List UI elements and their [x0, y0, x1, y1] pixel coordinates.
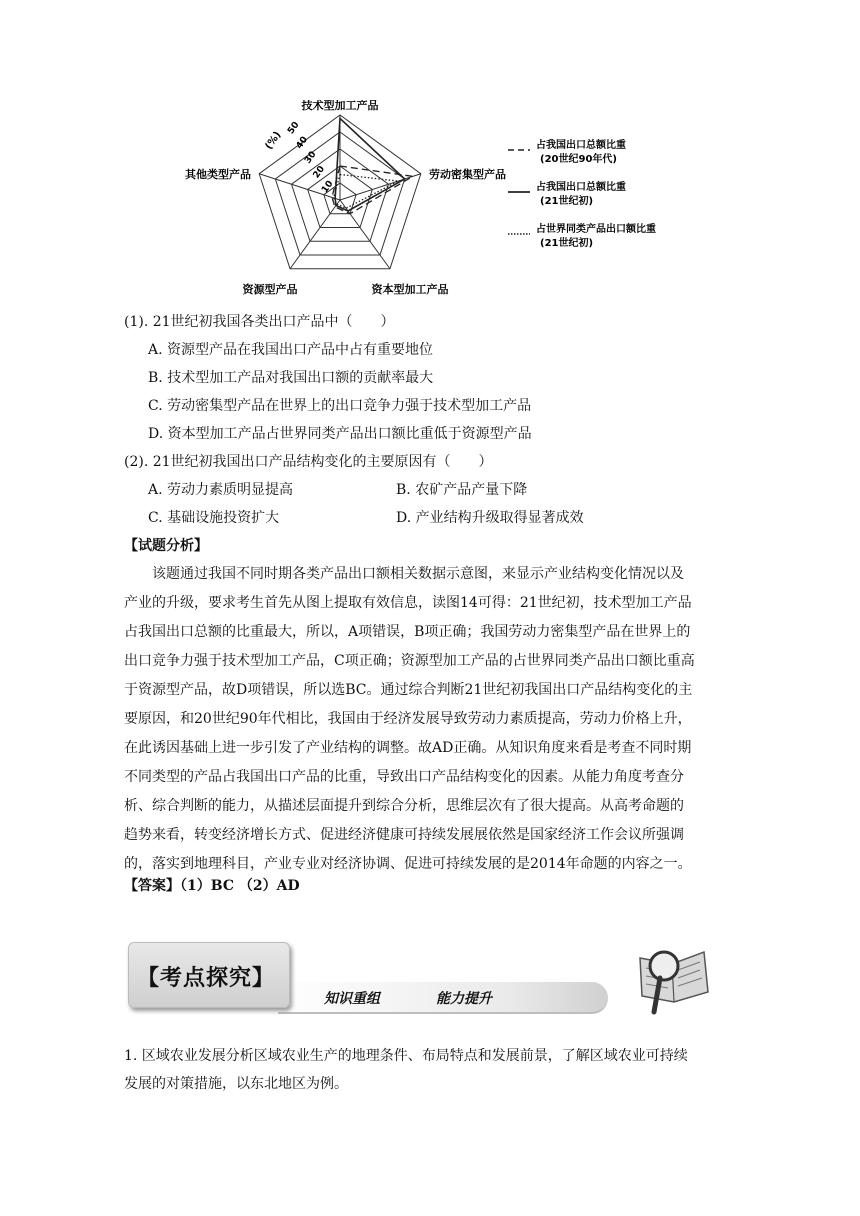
analysis-line: 出口竞争力强于技术型加工产品，C项正确；资源型加工产品的占世界同类产品出口额比重高	[124, 653, 695, 669]
analysis-line: 于资源型产品，故D项错误，所以选BC。通过综合判断21世纪初我国出口产品结构变化的主	[124, 682, 693, 698]
legend-sublabel: (21世纪初)	[540, 238, 594, 249]
radar-axis-label: 技术型加工产品	[301, 100, 379, 112]
radar-tick-label: 10	[320, 179, 336, 196]
q2-option-a: A. 劳动力素质明显提高	[148, 482, 294, 498]
legend-label: 占世界同类产品出口额比重	[536, 224, 656, 235]
q2-option-c: C. 基础设施投资扩大	[148, 510, 280, 526]
legend-label: 占我国出口总额比重	[536, 182, 626, 193]
analysis-line: 析、综合判断的能力，从描述层面提升到综合分析，思维层次有了很大提高。从高考命题的	[124, 798, 684, 814]
answer-line: 【答案】（1）BC （2）AD	[124, 878, 300, 894]
banner-title-box	[128, 942, 290, 1008]
radar-axis-label: 劳动密集型产品	[429, 168, 506, 181]
radar-tick-label: 50	[286, 120, 302, 137]
q1-option-a: A. 资源型产品在我国出口产品中占有重要地位	[148, 342, 434, 358]
analysis-line: 不同类型的产品占我国出口产品的比重，导致出口产品结构变化的因素。从能力角度考查分	[124, 769, 684, 785]
analysis-heading: 【试题分析】	[124, 538, 208, 554]
banner-subtitle-knowledge: 知识重组	[324, 991, 380, 1007]
q2-option-d: D. 产业结构升级取得显著成效	[396, 510, 584, 526]
radar-tick-label: 30	[303, 149, 319, 166]
radar-tick-label: 40	[294, 134, 311, 151]
radar-tick-label: 20	[311, 164, 328, 181]
radar-axis-label: 资源型产品	[242, 283, 298, 296]
analysis-line: 的，落实到地理科目，产业专业对经济协调、促进可持续发展的是2014年命题的内容之一。	[124, 856, 692, 872]
analysis-line: 占我国出口总额的比重最大，所以，A项错误，B项正确；我国劳动力密集型产品在世界上的	[124, 624, 691, 640]
radar-chart	[120, 100, 720, 300]
item-1-line-2: 发展的对策措施，以东北地区为例。	[124, 1076, 348, 1092]
q1-option-c: C. 劳动密集型产品在世界上的出口竞争力强于技术型加工产品	[148, 398, 532, 414]
chart-legend	[508, 138, 656, 249]
question-2-stem: (2). 21世纪初我国出口产品结构变化的主要原因有（ ）	[124, 454, 493, 470]
analysis-line: 趋势来看，转变经济增长方式、促进经济健康可持续发展展依然是国家经济工作会议所强调	[124, 827, 684, 843]
book-magnifier-icon	[634, 938, 718, 1018]
q1-option-b: B. 技术型加工产品对我国出口额的贡献率最大	[148, 370, 434, 386]
radar-grid	[259, 115, 421, 269]
analysis-line: 在此诱因基础上进一步引发了产业结构的调整。故AD正确。从知识角度来看是考查不同时期	[124, 740, 692, 756]
legend-sublabel: (20世纪90年代)	[540, 154, 617, 165]
legend-sublabel: (21世纪初)	[540, 196, 594, 207]
radar-axis-spoke	[290, 200, 340, 269]
radar-unit-label: (%)	[263, 129, 284, 152]
analysis-line: 该题通过我国不同时期各类产品出口额相关数据示意图，来显示产业结构变化情况以及	[152, 566, 684, 582]
q1-option-d: D. 资本型加工产品占世界同类产品出口额比重低于资源型产品	[148, 426, 532, 442]
question-1-stem: (1). 21世纪初我国各类出口产品中（ ）	[124, 314, 395, 330]
analysis-line: 产业的升级，要求考生首先从图上提取有效信息，读图14可得：21世纪初，技术型加工产品	[124, 595, 692, 611]
radar-axis-label: 资本型加工产品	[371, 283, 449, 296]
legend-label: 占我国出口总额比重	[536, 140, 626, 151]
item-1-line-1: 1. 区域农业发展分析区域农业生产的地理条件、布局特点和发展前景，了解区域农业可持续	[124, 1048, 688, 1064]
q2-option-b: B. 农矿产品产量下降	[396, 482, 528, 498]
radar-axis-label: 其他类型产品	[185, 168, 251, 181]
banner-subtitle-ability: 能力提升	[436, 991, 492, 1007]
banner-title: 【考点探究】	[137, 966, 276, 991]
radar-series	[332, 118, 413, 213]
section-banner	[128, 938, 608, 1020]
analysis-line: 要原因，和20世纪90年代相比，我国由于经济发展导致劳动力素质提高，劳动力价格上升，	[124, 711, 692, 727]
